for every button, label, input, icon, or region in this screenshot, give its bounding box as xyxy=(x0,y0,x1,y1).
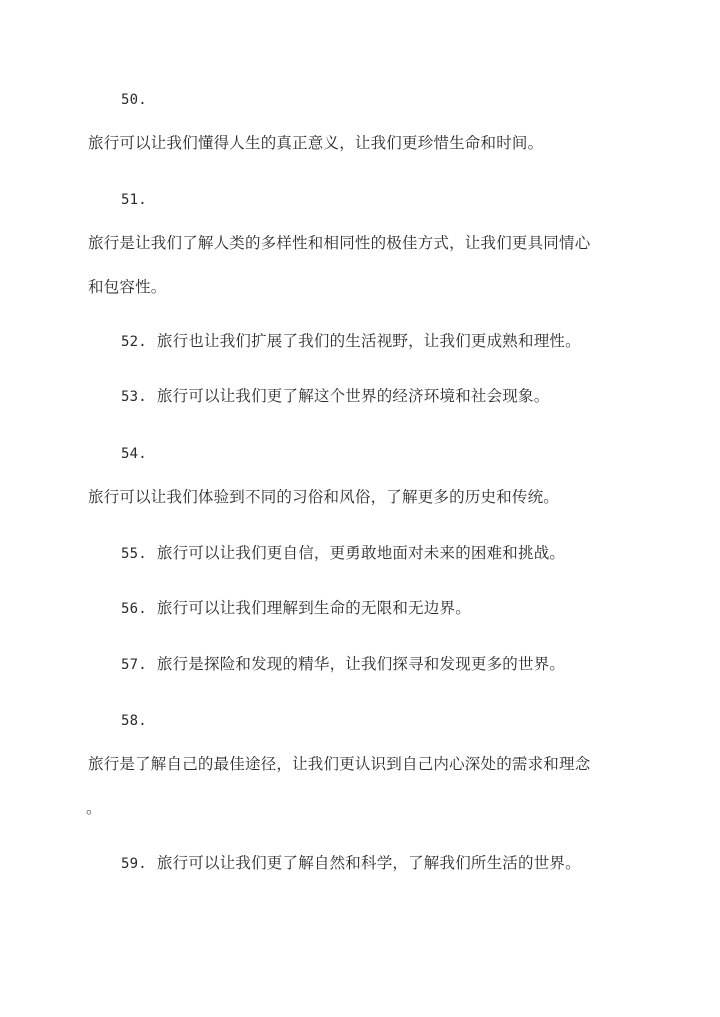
item-54-number: 54. xyxy=(121,446,147,462)
item-57-number: 57. xyxy=(121,657,147,673)
item-59-text: 旅行可以让我们更了解自然和科学，了解我们所生活的世界。 xyxy=(156,854,581,872)
item-57 xyxy=(121,654,565,675)
item-50-number: 50. xyxy=(121,92,147,108)
item-51-number: 51. xyxy=(121,192,147,208)
item-number xyxy=(121,443,147,464)
item-51-text-line-1: 旅行是让我们了解人类的多样性和相同性的极佳方式，让我们更具同情心 xyxy=(88,234,591,252)
item-56 xyxy=(121,598,471,619)
item-59-number: 59. xyxy=(121,856,147,872)
item-58-text-line-1: 旅行是了解自己的最佳途径，让我们更认识到自己内心深处的需求和理念 xyxy=(88,755,591,773)
item-53-number: 53. xyxy=(121,389,147,405)
item-number xyxy=(121,189,147,210)
item-56-text: 旅行可以让我们理解到生命的无限和无边界。 xyxy=(156,599,471,617)
item-52-number: 52. xyxy=(121,334,147,350)
item-55-text: 旅行可以让我们更自信，更勇敢地面对未来的困难和挑战。 xyxy=(156,544,566,562)
item-number xyxy=(121,89,147,110)
item-59 xyxy=(121,853,581,874)
item-58-number: 58. xyxy=(121,713,147,729)
item-52 xyxy=(121,331,581,352)
item-number xyxy=(121,710,147,731)
item-50-text: 旅行可以让我们懂得人生的真正意义，让我们更珍惜生命和时间。 xyxy=(88,134,544,152)
item-52-text: 旅行也让我们扩展了我们的生活视野，让我们更成熟和理性。 xyxy=(156,332,581,350)
item-58-text-line-2: 。 xyxy=(86,799,102,817)
item-55 xyxy=(121,543,565,564)
item-51-text-line-2: 和包容性。 xyxy=(88,278,167,296)
item-53-text: 旅行可以让我们更了解这个世界的经济环境和社会现象。 xyxy=(156,387,550,405)
item-55-number: 55. xyxy=(121,546,147,562)
item-54-text: 旅行可以让我们体验到不同的习俗和风俗，了解更多的历史和传统。 xyxy=(88,488,560,506)
item-57-text: 旅行是探险和发现的精华，让我们探寻和发现更多的世界。 xyxy=(156,655,566,673)
item-56-number: 56. xyxy=(121,601,147,617)
item-53 xyxy=(121,386,549,407)
